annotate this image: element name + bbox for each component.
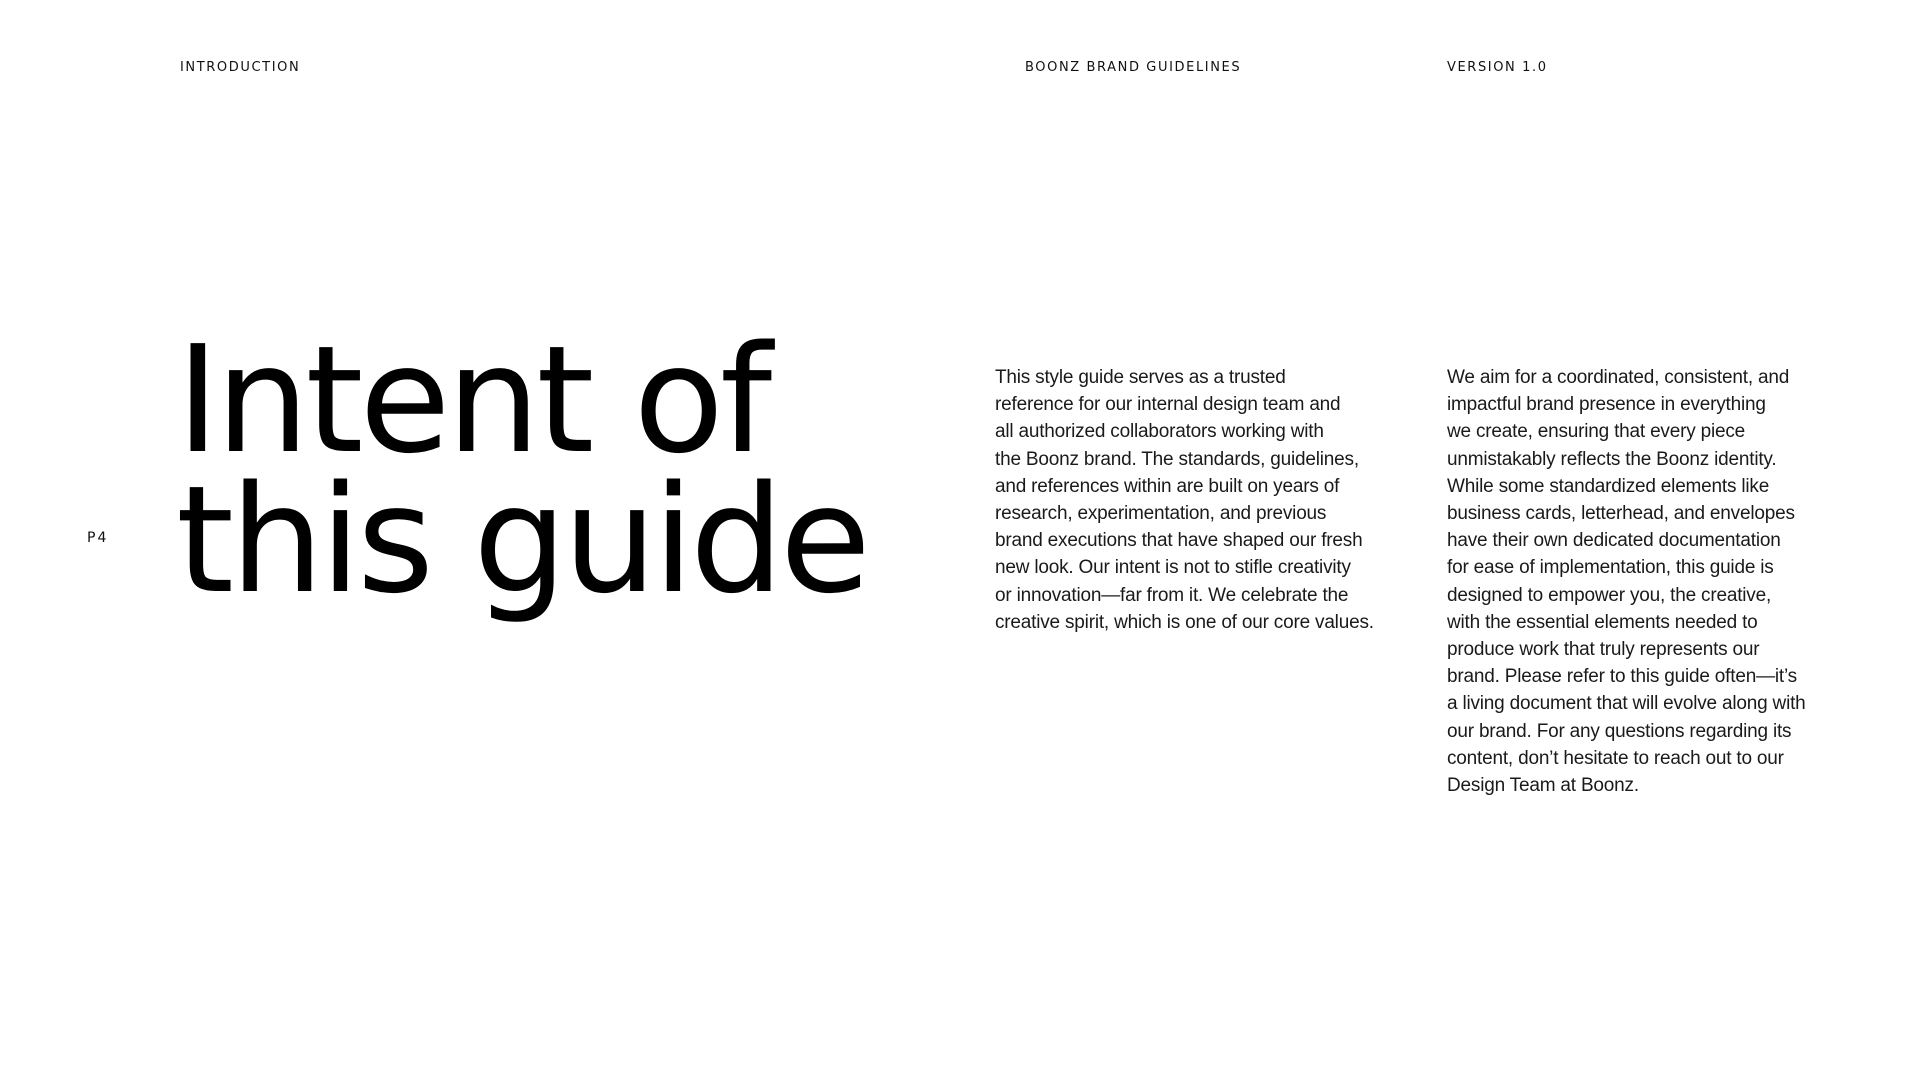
body-line: designed to empower you, the creative, <box>1447 584 1772 606</box>
body-line: reference for our internal design team and <box>995 394 1341 416</box>
body-paragraph-right <box>1447 364 1847 799</box>
body-line: new look. Our intent is not to stifle creativity <box>995 557 1351 579</box>
body-line: a living document that will evolve along with <box>1447 693 1806 715</box>
body-line: unmistakably reflects the Boonz identity. <box>1447 448 1777 470</box>
body-line: While some standardized elements like <box>1447 475 1770 497</box>
body-line: content, don’t hesitate to reach out to our <box>1447 747 1784 769</box>
body-line: with the essential elements needed to <box>1447 611 1758 633</box>
body-line: all authorized collaborators working with <box>995 421 1324 443</box>
page-number: P4 <box>87 530 109 546</box>
body-line: research, experimentation, and previous <box>995 503 1327 525</box>
body-line: This style guide serves as a trusted <box>995 367 1286 388</box>
headline-line-2: this guide <box>176 454 867 626</box>
version-label: VERSION 1.0 <box>1447 60 1548 75</box>
body-line: brand executions that have shaped our fresh <box>995 530 1363 552</box>
body-line: produce work that truly represents our <box>1447 639 1760 661</box>
body-paragraph-left <box>995 364 1395 636</box>
body-line: the Boonz brand. The standards, guidelines, <box>995 448 1359 470</box>
body-line: or innovation—far from it. We celebrate the <box>995 584 1349 606</box>
body-line: Design Team at Boonz. <box>1447 775 1639 797</box>
headline-line-1: Intent of <box>176 314 769 486</box>
body-line: for ease of implementation, this guide is <box>1447 557 1774 579</box>
body-line: creative spirit, which is one of our core values. <box>995 611 1374 633</box>
body-line: We aim for a coordinated, consistent, and <box>1447 367 1790 388</box>
body-line: brand. Please refer to this guide often—it’s <box>1447 666 1797 688</box>
body-line: have their own dedicated documentation <box>1447 530 1781 552</box>
body-line: impactful brand presence in everything <box>1447 394 1766 416</box>
page-headline <box>176 314 867 626</box>
document-title: BOONZ BRAND GUIDELINES <box>1025 60 1242 75</box>
section-label: INTRODUCTION <box>180 60 301 75</box>
body-line: and references within are built on years of <box>995 475 1340 497</box>
body-line: we create, ensuring that every piece <box>1447 421 1746 443</box>
body-line: business cards, letterhead, and envelopes <box>1447 503 1795 525</box>
body-line: our brand. For any questions regarding its <box>1447 720 1792 742</box>
